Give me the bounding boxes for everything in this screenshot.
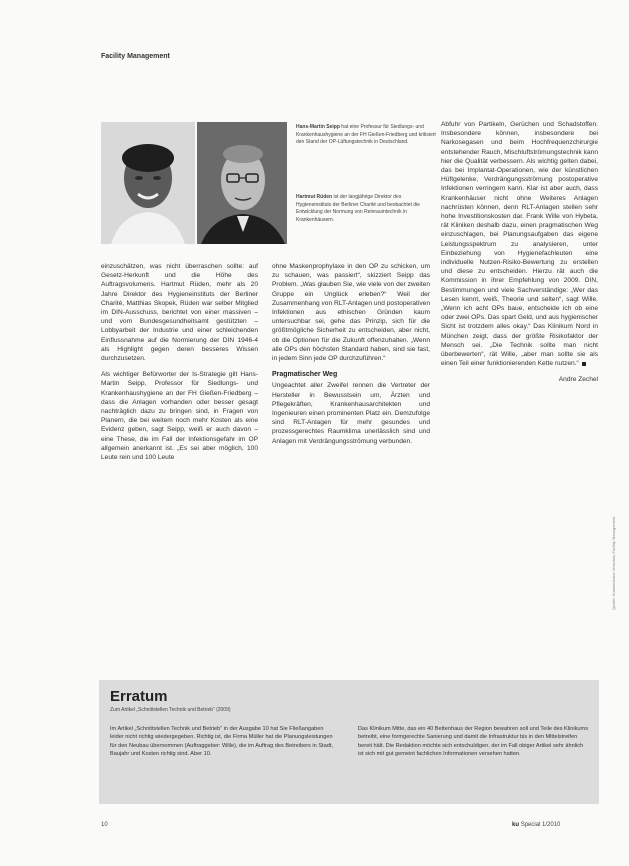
caption-name: Hans-Martin Seipp [296, 124, 340, 130]
column-left [101, 262, 258, 469]
column-right [441, 120, 598, 385]
column-middle [272, 262, 430, 453]
paragraph: ohne Maskenprophylaxe in den OP zu schicken, um zu schauen, was passiert“, skizziert Seipp das Problem. „Was glauben Sie, wie viele von der zweiten Gruppe ein Unglück erleben?“ Weil der Zusammenhang von RLT-Anlagen und postoperativen Infektionen aus ethischen Gründen kaum untersuchbar sei, gehe das Prinzip, sich für die größtmögliche Sicherheit zu entscheiden, aber nicht, ob die Optionen für die Zukunft offenzuhalten. „Wenn alle OPs den höchsten Standard haben, sind sie fast, in jedem Sinn jede OP durchzuführen.“ [272, 263, 430, 363]
portrait-illustration [197, 122, 287, 244]
photo-hans-martin-seipp [101, 122, 195, 244]
paragraph [441, 120, 598, 368]
paragraph: Ungeachtet aller Zweifel rennen die Vertreter der Hersteller in Bewusstsein um, Ärzten und Pflegekräften, Krankenhausarchitekten und Ingenieuren einen prominenten Platz ein. Demzufolge sind RLT-Anlagen für mehr gesundes und prozessgerechtes Raumklima unerlässlich sind und Anlagen mit Verdrängungsströmung verbunden. [272, 382, 430, 445]
erratum-text-left: Im Artikel „Schnittstellen Technik und Betrieb“ in der Ausgabe 10 hat Sie Fließangaben leider nicht richtig wiedergegeben. Richtig ist, die Firma Müller hat die Planungsleistungen für den Neubau übernommen (Auftraggeber: Wille), die im Auftrag des Betreibers in Stadt, Baujahr und Kosten richtig sind. Aber 10. [110, 726, 333, 758]
paragraph: Als wichtiger Befürworter der Is-Strategie gilt Hans-Martin Seipp, Professor für Siedlungs- und Krankenhaushygiene an der FH Gießen-Friedberg – dass die Anlagen vorhanden oder besser gesagt nachträglich dazu zu bringen sind, in Fragen von Planern, die bei weitem noch mehr Kosten als eine Evidenz geben, sagt Seipp, weiß er auch davon – eine These, die im Fall der Infektionsgefahr im OP allgemein anerkannt ist. „Es sei aber möglich, 100 Leute rein und 100 Leute [101, 371, 258, 462]
subheading: Pragmatischer Weg [272, 371, 338, 379]
paragraph-text: Abfuhr von Partikeln, Gerüchen und Schadstoffen. Insbesondere können, insbesondere bei Narkosegasen und beim Hochfrequenzchirurgie entstehender Rauch, Mischluftströmungstechnik kann hier die Qualität verbessern. Als wichtig gelten dabei, das bei Implantat-Operationen, wie der künstlichen Hüftgelenke, Verdrängungsströmung postoperative Infektionen verringern kann. Klar ist aber auch, dass Krankenhäuser nicht ohne Weiteres Anlagen nachrüsten können, denn RLT-Anlagen stellen sehr hohe Investitionskosten dar. Frank Wille von Hybeta, rät Kliniken deshalb dazu, einen pragmatischen Weg einzuschlagen, bei Planungsaufgaben das eigene Leistungsspektrum zu analysieren, unter Einbeziehung von Hygienefachleuten eine individuelle Nutzen-Risiko-Bewertung zu erstellen und diese zu entscheiden. Hierzu rät auch die Kommission in ihrer Empfehlung von 2009. DIN, Bestimmungen und viele Sachverständige: „Wer das Lesen kennt, weiß, Theorie und selten“, sagt Wille. „Wenn ich acht OPs baue, entscheide ich ob eine oder zwei OPs. Das spart Geld, und aus hygienischer Sicht ist trotzdem alles okay.“ Das Klinikum Nord in München zeigt, dass der größte Risikofaktor der Mensch sei. „Die Technik sollte man nicht überbewerten“, rät Wille, „aber man sollte sie als einen Teil einer funktionierenden Kette nutzen.“ [441, 121, 598, 368]
caption-text: ist der langjährige Direktor des Hygieneinstituts der Berliner Charité und beobachtet die Entwicklung der Normung von Reinraumtechnik in Krankenhäusern. [296, 194, 420, 223]
side-credit-text: Quelle: Krankenhaus Umschau Facility Management [611, 516, 616, 610]
section-label: Facility Management [101, 53, 170, 60]
erratum-subtitle: Zum Artikel „Schnittstellen Technik und Betrieb“ (2009) [110, 707, 231, 713]
journal-footer [512, 822, 560, 828]
journal-name: ku [512, 822, 520, 828]
photo-caption-1 [296, 124, 436, 147]
photo-hartmut-ruden [197, 122, 287, 244]
author-name: Andre Zechel [558, 376, 598, 384]
paragraph: einzuschätzen, was nicht überraschen sollte: auf Gesetz-Herkunft und die Höhe des Auftragsvolumens. Hartmut Rüden, mehr als 20 Jahre Direktor des Hygieneinstituts der Berliner Charité, Matthias Skopek, Rüden war selber Mitglied im DIN-Ausschuss, berichtet von einer massiven – und vom Bundesgesundheitsamt gestützten – Lobbyarbeit der Industrie und einer schleichenden Einflussnahme auf die Normierung der DIN 1946-4 als Highlight gegen deren besseres Wissen durchzusetzen. [101, 263, 258, 363]
erratum-title: Erratum [110, 688, 168, 705]
caption-text: hat eine Professur für Siedlungs- und Krankenhaushygiene an der FH Gießen-Friedberg und kritisiert den Stand der OP-Lüftungstechnik in Deutschland. [296, 124, 436, 145]
caption-name: Hartmut Rüden [296, 194, 333, 200]
photo-caption-2 [296, 194, 436, 224]
erratum-text-right: Das Klinikum Mitte, das ein 40 Bettenhaus der Region bewahren soll und Teile des Klinikums betreibt, eine formgerechte Sanierung und damit die Infrastruktur bis in den Mittelstreifen bereit hält. Die Redaktion möchte sich entschuldigen, der im Fall obiger Artikel sehr ähnlich ist sich mit gut gemeint fachlichen Informationen versehen hatten. [358, 726, 588, 758]
side-credit [603, 470, 616, 610]
page-number: 10 [101, 822, 108, 828]
journal-issue: Special 1/2010 [520, 822, 561, 828]
portrait-illustration [101, 122, 195, 244]
end-mark-icon [582, 362, 586, 366]
